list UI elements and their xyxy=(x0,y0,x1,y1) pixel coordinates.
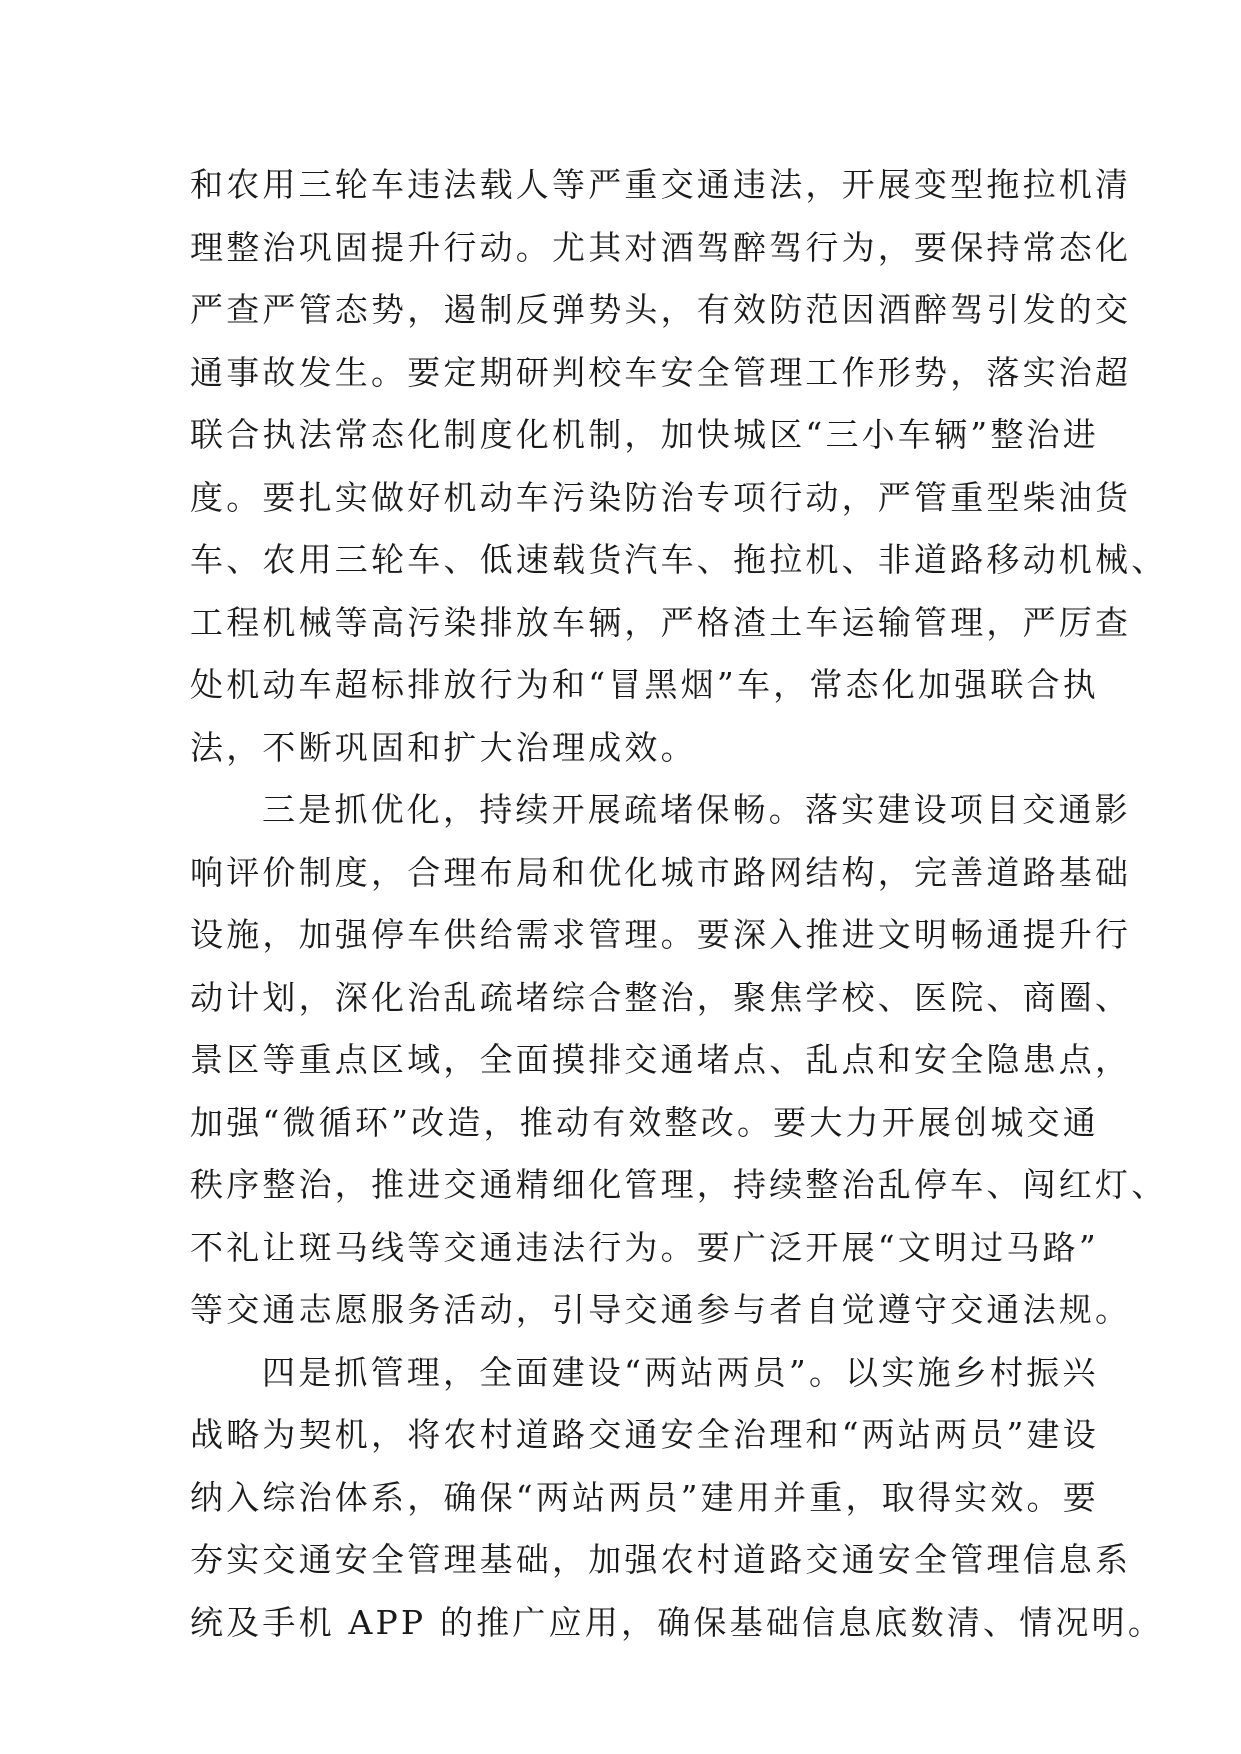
text-line: 严查严管态势，遏制反弹势头，有效防范因酒醉驾引发的交 xyxy=(190,290,1132,329)
text-line: 秩序整治，推进交通精细化管理，持续整治乱停车、闯红灯、 xyxy=(190,1165,1168,1204)
text-line: 统及手机 APP 的推广应用，确保基础信息底数清、情况明。 xyxy=(190,1602,1165,1642)
text-line: 法，不断巩固和扩大治理成效。 xyxy=(190,727,697,767)
text-line: 景区等重点区域，全面摸排交通堵点、乱点和安全隐患点， xyxy=(190,1040,1132,1079)
text-line: 工程机械等高污染排放车辆，严格渣土车运输管理，严厉查 xyxy=(190,602,1132,642)
text-line: 加强“微循环”改造，推动有效整改。要大力开展创城交通 xyxy=(190,1102,1099,1142)
text-line: 处机动车超标排放行为和“冒黑烟”车，常态化加强联合执 xyxy=(190,665,1099,704)
text-line: 响评价制度，合理布局和优化城市路网结构，完善道路基础 xyxy=(190,852,1132,892)
text-line: 不礼让斑马线等交通违法行为。要广泛开展“文明过马路” xyxy=(190,1227,1099,1267)
text-line: 等交通志愿服务活动，引导交通参与者自觉遵守交通法规。 xyxy=(190,1290,1132,1329)
paragraph-start-line: 三是抓优化，持续开展疏堵保畅。落实建设项目交通影 xyxy=(262,790,1131,829)
text-line: 通事故发生。要定期研判校车安全管理工作形势，落实治超 xyxy=(190,352,1132,392)
text-line: 战略为契机，将农村道路交通安全治理和“两站两员”建设 xyxy=(190,1415,1099,1454)
text-line: 理整治巩固提升行动。尤其对酒驾醉驾行为，要保持常态化 xyxy=(190,227,1132,267)
text-line: 纳入综治体系，确保“两站两员”建用并重，取得实效。要 xyxy=(190,1477,1099,1517)
text-line: 联合执法常态化制度化机制，加快城区“三小车辆”整治进 xyxy=(190,415,1099,454)
text-line: 设施，加强停车供给需求管理。要深入推进文明畅通提升行 xyxy=(190,915,1132,954)
text-line: 和农用三轮车违法载人等严重交通违法，开展变型拖拉机清 xyxy=(190,165,1132,204)
text-line: 度。要扎实做好机动车污染防治专项行动，严管重型柴油货 xyxy=(190,477,1132,517)
text-line: 车、农用三轮车、低速载货汽车、拖拉机、非道路移动机械、 xyxy=(190,540,1168,579)
body-text xyxy=(190,154,1168,1654)
text-line: 夯实交通安全管理基础，加强农村道路交通安全管理信息系 xyxy=(190,1540,1132,1579)
text-line: 动计划，深化治乱疏堵综合整治，聚焦学校、医院、商圈、 xyxy=(190,977,1132,1017)
paragraph-start-line: 四是抓管理，全面建设“两站两员”。以实施乡村振兴 xyxy=(262,1352,1099,1392)
